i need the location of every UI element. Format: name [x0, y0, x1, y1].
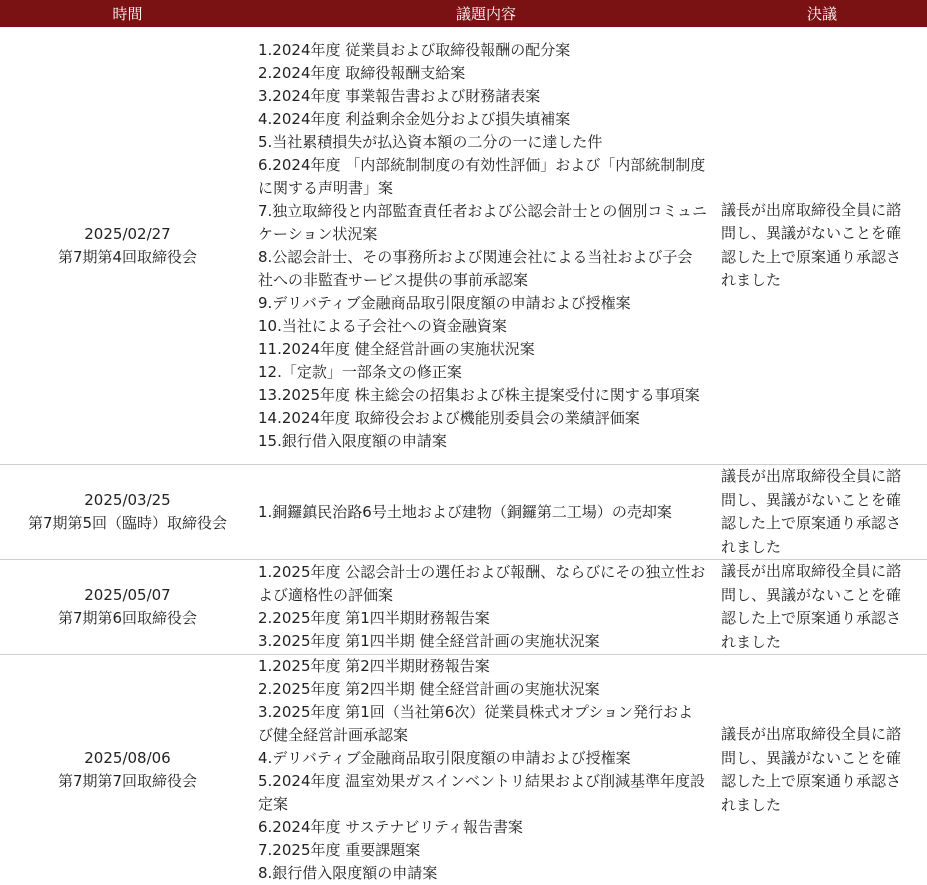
- agenda-item: 10.当社による子会社への資金融資案: [258, 315, 707, 338]
- table-row: [0, 560, 927, 655]
- meeting-date: 2025/03/25: [0, 489, 255, 512]
- meeting-time-cell: [0, 560, 255, 655]
- table-header: [0, 0, 927, 27]
- meeting-name: 第7期第6回取締役会: [0, 607, 255, 630]
- meeting-date: 2025/08/06: [0, 747, 255, 770]
- agenda-item: 13.2025年度 株主総会の招集および株主提案受付に関する事項案: [258, 384, 707, 407]
- meeting-name: 第7期第4回取締役会: [0, 246, 255, 269]
- meeting-time-cell: [0, 655, 255, 885]
- agenda-item: 2.2025年度 第1四半期財務報告案: [258, 607, 707, 630]
- meeting-name: 第7期第7回取締役会: [0, 770, 255, 793]
- agenda-cell: [255, 560, 717, 655]
- agenda-item: 1.2025年度 公認会計士の選任および報酬、ならびにその独立性および適格性の評価案: [258, 561, 707, 607]
- agenda-item: 2.2025年度 第2四半期 健全経営計画の実施状況案: [258, 678, 707, 701]
- meeting-date: 2025/05/07: [0, 584, 255, 607]
- agenda-cell: [255, 27, 717, 465]
- agenda-item: 15.銀行借入限度額の申請案: [258, 430, 707, 453]
- meeting-time-cell: [0, 465, 255, 560]
- table-row: [0, 27, 927, 465]
- agenda-item: 3.2025年度 第1四半期 健全経営計画の実施状況案: [258, 630, 707, 653]
- agenda-item: 2.2024年度 取締役報酬支給案: [258, 62, 707, 85]
- agenda-cell: [255, 655, 717, 885]
- agenda-item: 11.2024年度 健全経営計画の実施状況案: [258, 338, 707, 361]
- agenda-item: 6.2024年度 サステナビリティ報告書案: [258, 816, 707, 839]
- table-row: [0, 465, 927, 560]
- meeting-date: 2025/02/27: [0, 223, 255, 246]
- meeting-time-cell: [0, 27, 255, 465]
- resolution-text: 議長が出席取締役全員に諮問し、異議がないことを確認した上で原案通り承認されました: [717, 655, 927, 885]
- agenda-item: 3.2024年度 事業報告書および財務諸表案: [258, 85, 707, 108]
- agenda-item: 3.2025年度 第1回（当社第6次）従業員株式オプション発行および健全経営計画承認案: [258, 701, 707, 747]
- meeting-name: 第7期第5回（臨時）取締役会: [0, 512, 255, 535]
- agenda-item: 1.2024年度 従業員および取締役報酬の配分案: [258, 39, 707, 62]
- header-time: 時間: [0, 0, 255, 27]
- resolution-text: 議長が出席取締役全員に諮問し、異議がないことを確認した上で原案通り承認されました: [717, 27, 927, 465]
- agenda-item: 7.独立取締役と内部監査責任者および公認会計士との個別コミュニケーション状況案: [258, 200, 707, 246]
- agenda-item: 8.銀行借入限度額の申請案: [258, 862, 707, 885]
- agenda-item: 12.「定款」一部条文の修正案: [258, 361, 707, 384]
- resolution-text: 議長が出席取締役全員に諮問し、異議がないことを確認した上で原案通り承認されました: [717, 560, 927, 655]
- agenda-item: 4.2024年度 利益剰余金処分および損失填補案: [258, 108, 707, 131]
- agenda-item: 5.当社累積損失が払込資本額の二分の一に達した件: [258, 131, 707, 154]
- agenda-item: 1.銅鑼鎮民治路6号土地および建物（銅鑼第二工場）の売却案: [258, 501, 707, 524]
- header-resolution: 決議: [717, 0, 927, 27]
- table-row: [0, 655, 927, 885]
- agenda-item: 6.2024年度 「内部統制制度の有効性評価」および「内部統制制度に関する声明書」案: [258, 154, 707, 200]
- agenda-item: 7.2025年度 重要課題案: [258, 839, 707, 862]
- agenda-item: 4.デリバティブ金融商品取引限度額の申請および授権案: [258, 747, 707, 770]
- agenda-item: 9.デリバティブ金融商品取引限度額の申請および授権案: [258, 292, 707, 315]
- resolution-text: 議長が出席取締役全員に諮問し、異議がないことを確認した上で原案通り承認されました: [717, 465, 927, 560]
- agenda-item: 8.公認会計士、その事務所および関連会社による当社および子会社への非監査サービス提供の事前承認案: [258, 246, 707, 292]
- agenda-item: 1.2025年度 第2四半期財務報告案: [258, 655, 707, 678]
- agenda-item: 14.2024年度 取締役会および機能別委員会の業績評価案: [258, 407, 707, 430]
- agenda-cell: [255, 465, 717, 560]
- agenda-item: 5.2024年度 温室効果ガスインベントリ結果および削減基準年度設定案: [258, 770, 707, 816]
- header-agenda: 議題内容: [255, 0, 717, 27]
